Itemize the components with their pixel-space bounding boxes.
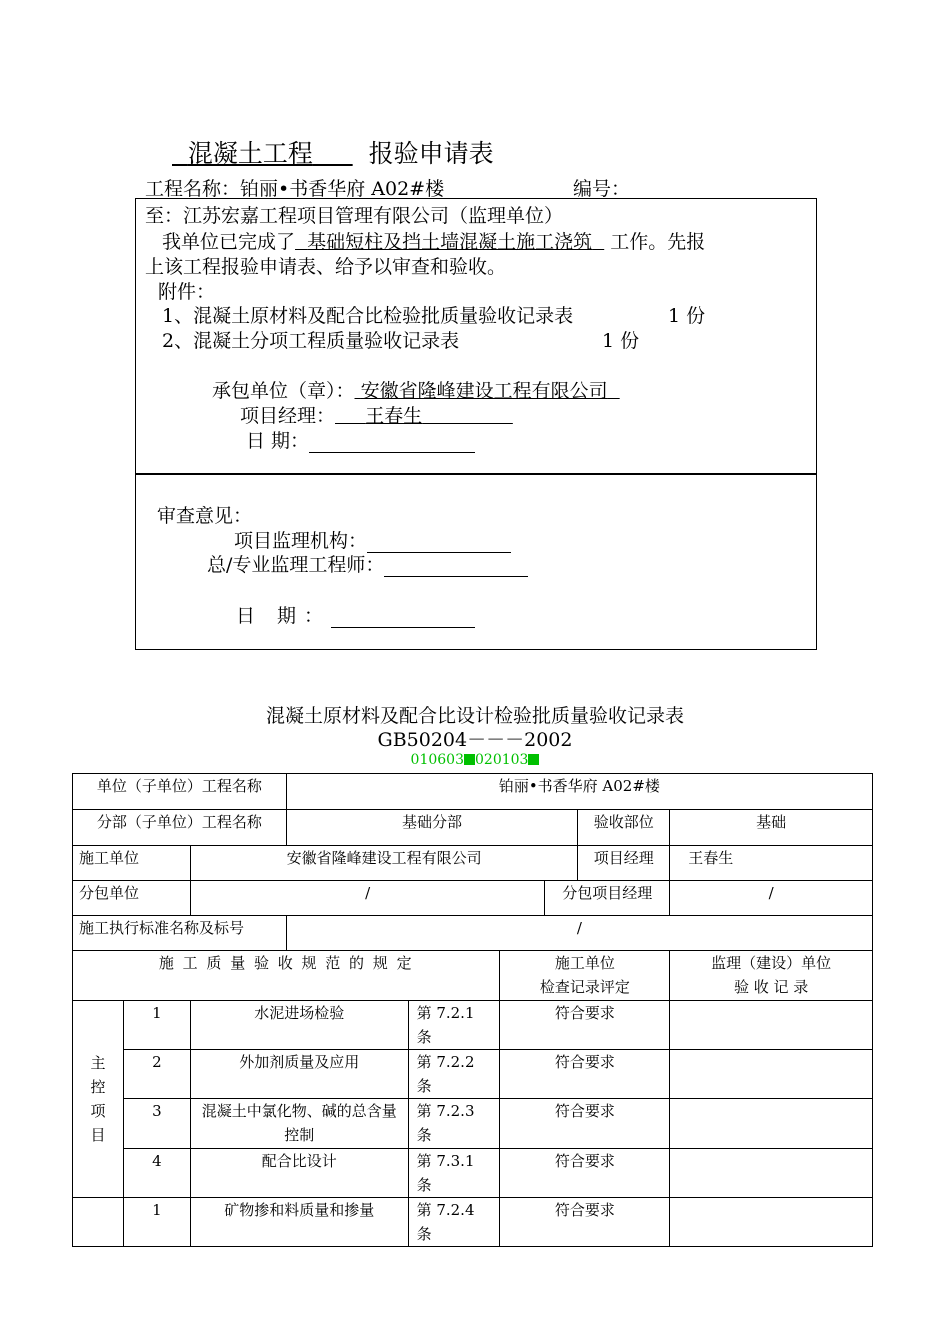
item-name: 矿物掺和料质量和掺量 bbox=[190, 1198, 408, 1247]
item-name: 外加剂质量及应用 bbox=[190, 1050, 408, 1099]
engineer-label: 总/专业监理工程师： bbox=[207, 554, 385, 576]
main-group-char: 目 bbox=[90, 1126, 106, 1144]
item-supervision bbox=[670, 1050, 873, 1099]
date-line bbox=[246, 426, 475, 453]
attachment-2-count: 1 份 bbox=[602, 330, 640, 352]
attachment-1: 1、混凝土原材料及配合比检验批质量验收记录表 bbox=[162, 305, 574, 327]
contractor-name: 安徽省隆峰建设工程有限公司 bbox=[360, 380, 608, 402]
pm-label-cell: 项目经理 bbox=[578, 846, 670, 881]
item-clause: 第 7.2.3 条 bbox=[408, 1099, 500, 1149]
item-no: 2 bbox=[123, 1050, 190, 1099]
item-name: 水泥进场检验 bbox=[190, 1001, 408, 1050]
record-standard: GB50204－－－2002 bbox=[377, 729, 573, 751]
attachment-1-count: 1 份 bbox=[668, 305, 706, 327]
body-post: 工作。先报 bbox=[610, 231, 706, 253]
attachment-2: 2、混凝土分项工程质量验收记录表 bbox=[162, 330, 460, 352]
check-header-line1: 施工单位 bbox=[554, 954, 615, 972]
main-control-group bbox=[73, 1001, 124, 1198]
item-name: 配合比设计 bbox=[190, 1149, 408, 1198]
review-label: 审查意见： bbox=[157, 505, 253, 527]
sub-pm-value-cell: / bbox=[670, 881, 873, 916]
engineer-line bbox=[207, 550, 528, 577]
table-row bbox=[73, 810, 873, 846]
review-date-blank bbox=[331, 607, 475, 628]
contractor-label-cell: 施工单位 bbox=[73, 846, 191, 881]
sub-pm-label-cell: 分包项目经理 bbox=[545, 881, 670, 916]
manager-line bbox=[240, 401, 513, 428]
supervision-org-line bbox=[234, 526, 511, 553]
main-group-char: 主 bbox=[90, 1054, 106, 1072]
record-table bbox=[72, 773, 873, 1247]
item-result: 符合要求 bbox=[500, 1149, 670, 1198]
project-line bbox=[145, 174, 444, 201]
table-row bbox=[73, 1001, 873, 1050]
item-result: 符合要求 bbox=[500, 1099, 670, 1149]
code-square-icon bbox=[464, 754, 475, 765]
form-title bbox=[172, 134, 494, 170]
item-clause: 第 7.2.2 条 bbox=[408, 1050, 500, 1099]
contractor-label: 承包单位（章）： bbox=[212, 380, 355, 402]
general-group bbox=[73, 1198, 124, 1247]
date-label: 日 期： bbox=[246, 430, 310, 452]
body-pre: 我单位已完成了 bbox=[162, 231, 296, 253]
item-clause: 第 7.2.4 条 bbox=[408, 1198, 500, 1247]
review-date-line bbox=[236, 601, 475, 628]
acceptance-part-value: 基础 bbox=[670, 810, 873, 846]
table-row bbox=[73, 881, 873, 916]
unit-project-label: 单位（子单位）工程名称 bbox=[73, 774, 287, 810]
acceptance-part-label: 验收部位 bbox=[578, 810, 670, 846]
engineer-blank bbox=[384, 556, 528, 577]
item-result: 符合要求 bbox=[500, 1001, 670, 1050]
supervision-org-label: 项目监理机构： bbox=[234, 530, 368, 552]
check-header-line2: 检查记录评定 bbox=[539, 978, 630, 996]
project-label: 工程名称： bbox=[145, 178, 241, 200]
project-name: 铂丽•书香华府 A02#楼 bbox=[240, 178, 445, 200]
unit-project-value: 铂丽•书香华府 A02#楼 bbox=[286, 774, 872, 810]
supervision-header-line2: 验 收 记 录 bbox=[733, 978, 809, 996]
code-square-icon bbox=[528, 754, 539, 765]
standard-value-cell: / bbox=[286, 916, 872, 951]
subcontractor-label-cell: 分包单位 bbox=[73, 881, 191, 916]
table-header-row bbox=[73, 951, 873, 1001]
item-clause: 第 7.3.1 条 bbox=[408, 1149, 500, 1198]
table-row bbox=[73, 1099, 873, 1149]
item-result: 符合要求 bbox=[500, 1050, 670, 1099]
record-code-b: 020103 bbox=[475, 752, 529, 768]
table-row bbox=[73, 1050, 873, 1099]
date-blank bbox=[309, 432, 475, 453]
table-row bbox=[73, 846, 873, 881]
work-item: 基础短柱及挡土墙混凝土施工浇筑 bbox=[307, 231, 593, 253]
subcontractor-value-cell: / bbox=[190, 881, 545, 916]
item-supervision bbox=[670, 1099, 873, 1149]
table-row bbox=[73, 1149, 873, 1198]
spec-header: 施 工 质 量 验 收 规 范 的 规 定 bbox=[73, 951, 500, 1001]
record-code-a: 010603 bbox=[410, 752, 464, 768]
table-row bbox=[73, 1198, 873, 1247]
review-date-label: 日 期： bbox=[236, 605, 332, 627]
to-line: 至：江苏宏嘉工程项目管理有限公司（监理单位） bbox=[145, 205, 564, 227]
item-supervision bbox=[670, 1198, 873, 1247]
item-no: 1 bbox=[123, 1198, 190, 1247]
item-supervision bbox=[670, 1001, 873, 1050]
item-supervision bbox=[670, 1149, 873, 1198]
item-name: 混凝土中氯化物、碱的总含量控制 bbox=[190, 1099, 408, 1149]
attachments-label: 附件： bbox=[158, 281, 216, 303]
item-no: 1 bbox=[123, 1001, 190, 1050]
record-title: 混凝土原材料及配合比设计检验批质量验收记录表 bbox=[265, 705, 684, 727]
main-group-char: 项 bbox=[90, 1102, 106, 1120]
manager-name: 王春生 bbox=[365, 405, 423, 427]
contractor-line bbox=[212, 376, 620, 403]
contractor-value-cell: 安徽省隆峰建设工程有限公司 bbox=[190, 846, 577, 881]
item-clause: 第 7.2.1 条 bbox=[408, 1001, 500, 1050]
body-line-2: 上该工程报验申请表、给予以审查和验收。 bbox=[145, 256, 507, 278]
check-header bbox=[500, 951, 670, 1001]
form-title-rest: 报验申请表 bbox=[368, 139, 494, 168]
manager-label: 项目经理： bbox=[240, 405, 336, 427]
record-code bbox=[0, 752, 950, 768]
sub-project-label: 分部（子单位）工程名称 bbox=[73, 810, 287, 846]
supervision-header bbox=[670, 951, 873, 1001]
main-group-char: 控 bbox=[90, 1078, 106, 1096]
item-result: 符合要求 bbox=[500, 1198, 670, 1247]
table-row bbox=[73, 916, 873, 951]
table-row bbox=[73, 774, 873, 810]
number-label: 编号： bbox=[573, 178, 631, 200]
item-no: 3 bbox=[123, 1099, 190, 1149]
item-no: 4 bbox=[123, 1149, 190, 1198]
pm-value-cell: 王春生 bbox=[670, 846, 873, 881]
sub-project-value: 基础分部 bbox=[286, 810, 578, 846]
form-title-underlined: 混凝土工程 bbox=[187, 139, 313, 168]
body-line-1 bbox=[162, 227, 705, 254]
supervision-header-line1: 监理（建设）单位 bbox=[711, 954, 832, 972]
standard-label-cell: 施工执行标准名称及标号 bbox=[73, 916, 287, 951]
